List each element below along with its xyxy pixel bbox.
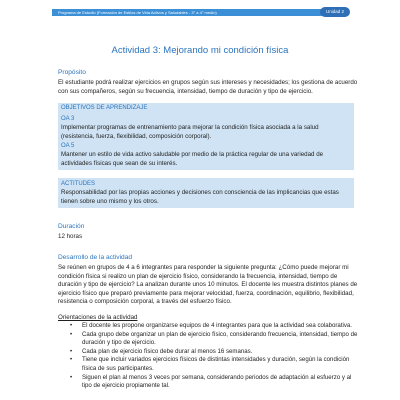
list-item: • Cada plan de ejercicio físico debe durar al menos 16 semanas. xyxy=(68,348,358,357)
proposito-text: El estudiante podrá realizar ejercicios en grupos según sus intereses y necesidades; los gestiona de acuerdo con sus compañeros, según su frecuencia, intensidad, tiempo de duración y tipo de ejercicio. xyxy=(58,79,358,95)
unit-badge: Unidad 2 xyxy=(320,7,350,17)
list-item: • Cada grupo debe organizar un plan de ejercicio físico, considerando frecuencia, intensidad, tiempo de duración y tipo de ejercicio. xyxy=(68,331,358,348)
oa5-label: OA 5 xyxy=(61,143,75,149)
list-item: • Tiene que incluir variados ejercicios físicos de distintas intensidades y duración, según la condición física de sus participantes. xyxy=(68,356,358,373)
program-title: Programa de Estudio (Formación de Estilos de Vida Activos y Saludables - 3° a 4° medio) xyxy=(58,10,217,15)
orientaciones-list xyxy=(68,322,358,391)
actitudes-heading: ACTITUDES xyxy=(61,181,96,187)
desarrollo-heading: Desarrollo de la actividad xyxy=(58,254,133,261)
page-header xyxy=(0,0,400,24)
orientaciones-heading: Orientaciones de la actividad xyxy=(58,314,138,321)
list-item: • El docente les propone organizarse equipos de 4 integrantes para que la actividad sea colaborativa. xyxy=(68,322,358,331)
duracion-heading: Duración xyxy=(58,223,85,230)
desarrollo-text: Se reúnen en grupos de 4 a 6 integrantes para responder la siguiente pregunta: ¿Cómo puede mejorar mi condición física si realizo un plan de ejercicio físico, considerando la frecuencia, intensidad, tiempo de duración y tipo de ejercicio? La analizan durante unos 10 minutos. El docente les muestra distintos planes de ejercicio físico que preparó previamente para mejorar velocidad, fuerza, coordinación, equilibrio, flexibilidad, resistencia o composición corporal, a través del esfuerzo físico. xyxy=(58,264,358,306)
actitudes-text: Responsabilidad por las propias acciones y decisiones con consciencia de las implicancias que estas tienen sobre uno mismo y los otros. xyxy=(61,189,339,205)
proposito-heading: Propósito xyxy=(58,69,86,76)
objetivos-heading: OBJETIVOS DE APRENDIZAJE xyxy=(61,105,148,111)
oa3-label: OA 3 xyxy=(61,116,75,122)
actitudes-box xyxy=(58,178,354,208)
duracion-value: 12 horas xyxy=(58,233,83,240)
list-item: • Siguen el plan al menos 3 veces por semana, considerando periodos de adaptación al esfuerzo y al tipo de ejercicio propiamente tal. xyxy=(68,374,358,391)
objetivos-box xyxy=(58,103,354,170)
oa3-text: Implementar programas de entrenamiento para mejorar la condición física asociada a la salud (resistencia, fuerza, flexibilidad, composición corporal). xyxy=(61,124,319,140)
oa5-text: Mantener un estilo de vida activo saludable por medio de la práctica regular de una variedad de actividades físicas que sean de su interés. xyxy=(61,151,324,167)
activity-title: Actividad 3: Mejorando mi condición física xyxy=(111,45,289,56)
